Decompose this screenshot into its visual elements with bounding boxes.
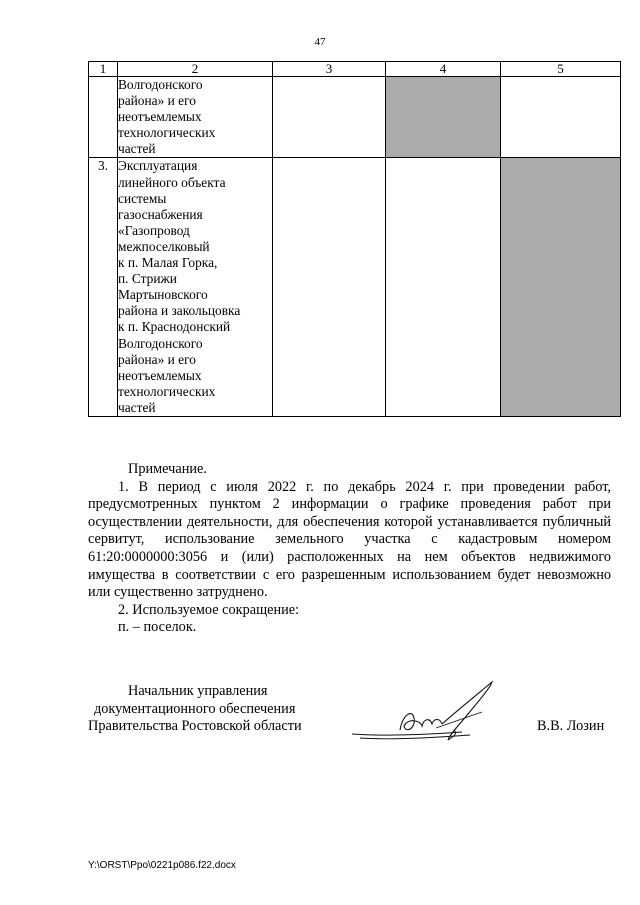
signer-position-line-2: документационного обеспечения <box>94 700 296 717</box>
description-line: Волгодонского <box>118 335 203 351</box>
note-section <box>88 461 611 637</box>
description-line: района» и его <box>118 351 196 367</box>
description-line: технологических <box>118 383 216 399</box>
row-number-cell <box>89 77 118 158</box>
note-title: Примечание. <box>128 461 207 477</box>
column-header-1: 1 <box>89 62 118 77</box>
description-line: частей <box>118 141 156 157</box>
note-paragraph-1: 1. В период с июля 2022 г. по декабрь 2024 г. при проведении работ, предусмотренных пунктом 2 информации о графике проведения работ при осуществлении деятельности, для обеспечения которой устанавливается публичный сервитут, использование земельного участка с кадастровым номером 61:20:0000000:3056 и (или) расположенных на нем объектов недвижимого имущества в соответствии с его разрешенным использованием будет невозможно или существенно затруднено. <box>88 478 611 601</box>
handwritten-signature <box>350 678 500 742</box>
column-header-3: 3 <box>273 62 386 77</box>
row-cell-column-5 <box>501 158 621 417</box>
description-line: «Газопровод <box>118 222 190 238</box>
description-line: линейного объекта <box>118 174 226 190</box>
description-line: района и закольцовка <box>118 303 241 319</box>
description-line: п. Стрижи <box>118 271 177 287</box>
row-cell-column-3 <box>273 158 386 417</box>
page-number: 47 <box>314 36 326 48</box>
footer-file-path: Y:\ORST\Ppo\0221p086.f22.docx <box>88 860 236 871</box>
description-line: к п. Малая Горка, <box>118 255 218 271</box>
signer-position-line-3: Правительства Ростовской области <box>88 718 302 734</box>
row-number-cell: 3. <box>89 158 118 417</box>
note-item-2: 2. Используемое сокращение: <box>118 601 300 618</box>
table-row <box>89 77 621 158</box>
description-line: газоснабжения <box>118 206 203 222</box>
row-description-cell <box>118 77 273 158</box>
column-header-2: 2 <box>118 62 273 77</box>
description-line: к п. Краснодонский <box>118 319 231 335</box>
signer-position-line-1: Начальник управления <box>128 683 268 699</box>
table-header-row <box>89 62 621 77</box>
abbreviation-definition: п. – поселок. <box>118 619 197 636</box>
description-line: Мартыновского <box>118 287 208 303</box>
row-cell-column-5 <box>501 77 621 158</box>
description-line: Эксплуатация <box>118 158 198 174</box>
row-description-cell <box>118 158 273 417</box>
row-cell-column-4 <box>386 158 501 417</box>
row-cell-column-3 <box>273 77 386 158</box>
description-line: частей <box>118 399 156 415</box>
signer-position <box>88 683 302 736</box>
description-line: технологических <box>118 125 216 141</box>
description-line: Волгодонского <box>118 77 203 92</box>
schedule-table <box>88 61 621 417</box>
signer-name: В.В. Лозин <box>537 718 605 734</box>
description-line: района» и его <box>118 93 196 109</box>
column-header-5: 5 <box>501 62 621 77</box>
column-header-4: 4 <box>386 62 501 77</box>
description-line: межпоселковый <box>118 238 210 254</box>
table-body <box>89 77 621 417</box>
table-row <box>89 158 621 417</box>
description-line: неотъемлемых <box>118 109 202 125</box>
description-line: системы <box>118 190 167 206</box>
description-line: неотъемлемых <box>118 367 202 383</box>
row-cell-column-4 <box>386 77 501 158</box>
